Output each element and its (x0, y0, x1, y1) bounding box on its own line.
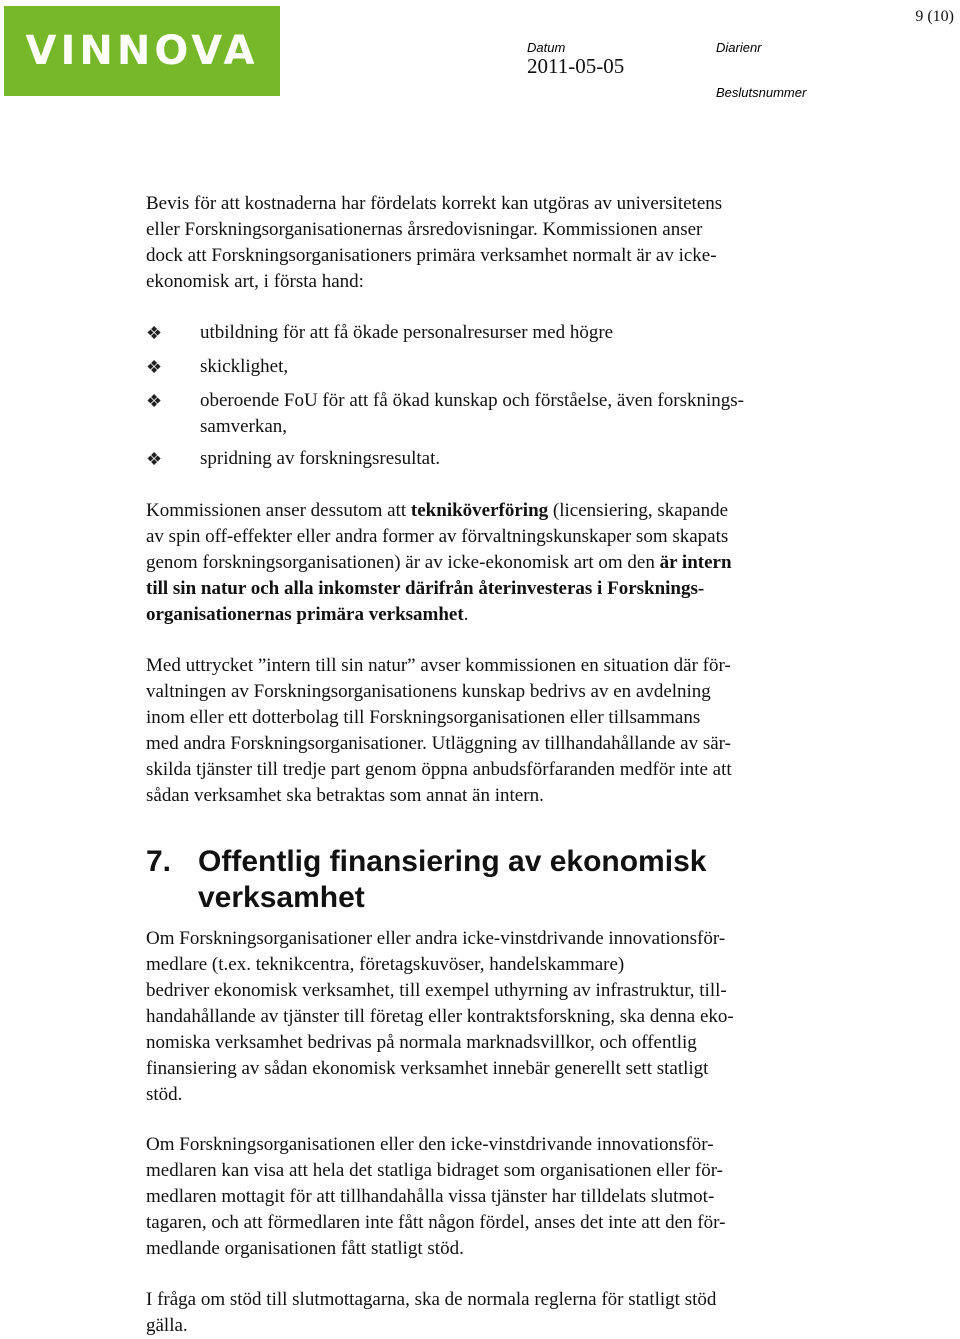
vinnova-logo (4, 6, 280, 96)
text-line: Bevis för att kostnaderna har fördelats korrekt kan utgöras av universitetens (146, 193, 723, 214)
list-item-text: oberoende FoU för att få ökad kunskap och förståelse, även forsknings- (200, 390, 744, 411)
bold-term: är intern (659, 552, 732, 573)
text-line: handahållande av tjänster till företag eller kontraktsforskning, ska denna eko- (146, 1006, 734, 1027)
paragraph-intermediary (146, 1132, 846, 1262)
text-line: valtningen av Forskningsorganisationens kunskap bedrivs av en avdelning (146, 681, 711, 702)
text-line: bedriver ekonomisk verksamhet, till exempel uthyrning av infrastruktur, till- (146, 980, 727, 1001)
list-item-text: utbildning för att få ökade personalresurser med högre (200, 322, 614, 343)
text-line: I fråga om stöd till slutmottagarna, ska de normala reglerna för statligt stöd (146, 1289, 717, 1310)
diarienr-label: Diarienr (716, 40, 762, 55)
text-line: inom eller ett dotterbolag till Forskningsorganisationen eller tillsammans (146, 707, 701, 728)
bold-term: tekniköverföring (410, 500, 549, 521)
bullet-icon: ❖ (146, 357, 163, 377)
text-line: medlande organisationen fått statligt stöd. (146, 1238, 464, 1259)
text-run: genom forskningsorganisationen) är av icke-ekonomisk art om den (146, 552, 660, 573)
text-line: gälla. (146, 1315, 188, 1336)
text-line: dock att Forskningsorganisationers primära verksamhet normalt är av icke- (146, 245, 717, 266)
logo-text: VINNOVA (25, 28, 259, 74)
paragraph-cost-allocation (146, 191, 846, 295)
text-line: till sin natur och alla inkomster därifrån återinvesteras i Forsknings- (146, 578, 705, 599)
text-line: finansiering av sådan ekonomisk verksamhet innebär generellt sett statligt (146, 1058, 709, 1079)
bullet-icon: ❖ (146, 323, 163, 343)
paragraph-end-recipients (146, 1287, 846, 1339)
text-run: . (463, 604, 469, 625)
bullet-icon: ❖ (146, 449, 163, 469)
text-line: medlaren mottagit för att tillhandahålla vissa tjänster har tilldelats slutmot- (146, 1186, 715, 1207)
section-title-line: Offentlig finansiering av ekonomisk (198, 845, 707, 878)
text-line (146, 602, 846, 628)
text-line: tagaren, och att förmedlaren inte fått någon fördel, anses det inte att den för- (146, 1212, 726, 1233)
datum-label: Datum (527, 40, 566, 55)
datum-value: 2011-05-05 (527, 54, 625, 78)
text-line: stöd. (146, 1084, 183, 1105)
text-line: Med uttrycket ”intern till sin natur” avser kommissionen en situation där för- (146, 655, 731, 676)
list-item-text: skicklighet, (200, 356, 289, 377)
paragraph-internal-nature (146, 653, 846, 809)
list-item-text: samverkan, (200, 416, 288, 437)
section-title (198, 844, 798, 916)
beslutsnummer-label: Beslutsnummer (716, 85, 807, 100)
text-line: medlare (t.ex. teknikcentra, företagskuvöser, handelskammare) (146, 954, 625, 975)
text-line: av spin off-effekter eller andra former av förvaltningskunskaper som skapats (146, 526, 729, 547)
page-number: 9 (10) (915, 8, 954, 25)
text-line: eller Forskningsorganisationernas årsredovisningar. Kommissionen anser (146, 219, 703, 240)
bullet-icon: ❖ (146, 391, 163, 411)
bold-term: organisationernas primära verksamhet (146, 604, 464, 625)
text-line (146, 498, 846, 524)
text-line: Om Forskningsorganisationer eller andra icke-vinstdrivande innovationsför- (146, 928, 726, 949)
text-run: (licensiering, skapande (548, 500, 729, 521)
text-line: skilda tjänster till tredje part genom öppna anbudsförfaranden medför inte att (146, 759, 732, 780)
text-line: nomiska verksamhet bedrivas på normala marknadsvillkor, och offentlig (146, 1032, 697, 1053)
paragraph-economic-activity (146, 926, 846, 1108)
paragraph-technology-transfer (146, 498, 846, 628)
text-line: Om Forskningsorganisationen eller den icke-vinstdrivande innovationsför- (146, 1134, 714, 1155)
text-run: Kommissionen anser dessutom att (146, 500, 411, 521)
text-line (146, 550, 846, 576)
text-line: med andra Forskningsorganisationer. Utläggning av tillhandahållande av sär- (146, 733, 731, 754)
section-number: 7. (146, 845, 172, 878)
text-line: ekonomisk art, i första hand: (146, 271, 364, 292)
list-item-text: spridning av forskningsresultat. (200, 448, 441, 469)
section-title-line: verksamhet (198, 881, 365, 914)
text-line: medlaren kan visa att hela det statliga bidraget som organisationen eller för- (146, 1160, 723, 1181)
text-line: sådan verksamhet ska betraktas som annat än intern. (146, 785, 544, 806)
